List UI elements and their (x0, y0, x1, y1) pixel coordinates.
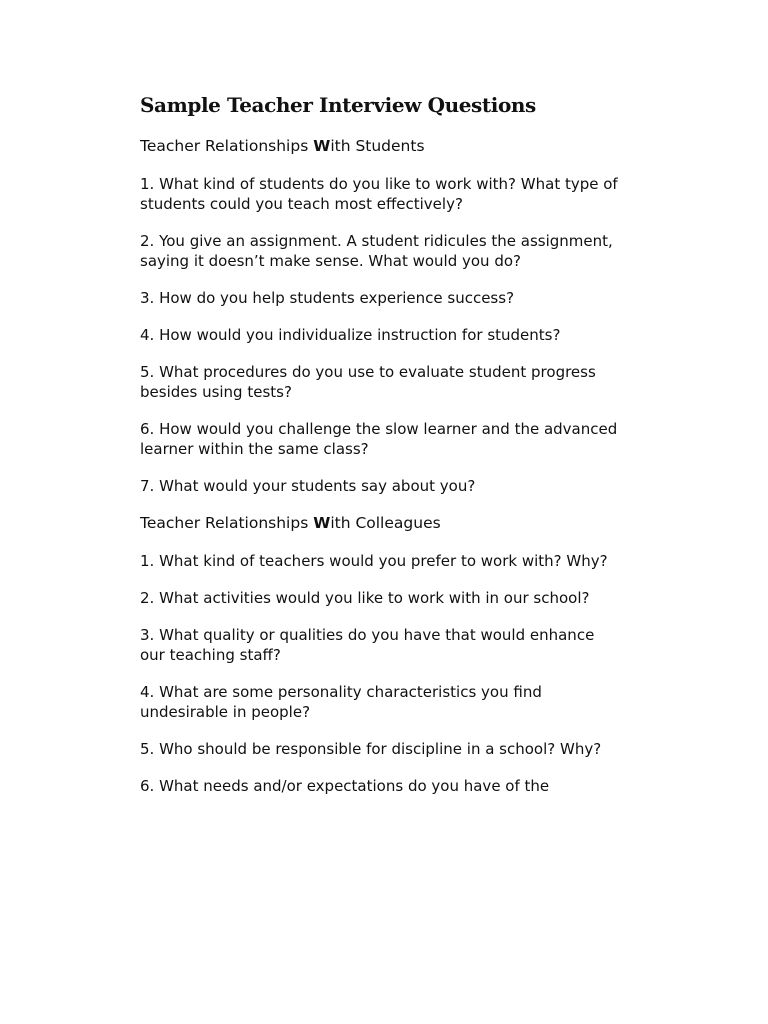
section-heading-students (140, 136, 620, 156)
question-item: 2. You give an assignment. A student ridicules the assignment, saying it doesn’t make sense. What would you do? (140, 232, 613, 270)
heading-bold-letter: W (313, 514, 331, 532)
question-item: 4. How would you individualize instruction for students? (140, 326, 561, 344)
question-item: 1. What kind of teachers would you prefer to work with? Why? (140, 552, 608, 570)
section-heading-colleagues (140, 513, 620, 533)
question-item: 3. How do you help students experience success? (140, 289, 515, 307)
question-item: 5. What procedures do you use to evaluate student progress besides using tests? (140, 363, 596, 401)
heading-bold-letter: W (313, 137, 331, 155)
question-item: 2. What activities would you like to work with in our school? (140, 589, 590, 607)
question-item: 6. What needs and/or expectations do you have of the (140, 777, 550, 795)
question-item: 6. How would you challenge the slow learner and the advanced learner within the same class? (140, 420, 618, 458)
heading-text: Teacher Relationships (140, 137, 314, 155)
section-colleagues (140, 513, 620, 796)
document-body (140, 136, 620, 796)
question-item: 1. What kind of students do you like to work with? What type of students could you teach most effectively? (140, 175, 618, 213)
question-item: 4. What are some personality characteristics you find undesirable in people? (140, 683, 542, 721)
question-list-students (140, 174, 620, 496)
question-list-colleagues (140, 551, 620, 796)
question-item: 7. What would your students say about you? (140, 477, 476, 495)
question-item: 5. Who should be responsible for discipline in a school? Why? (140, 740, 602, 758)
question-item: 3. What quality or qualities do you have that would enhance our teaching staff? (140, 626, 595, 664)
heading-text: ith Students (330, 137, 425, 155)
document-title: Sample Teacher Interview Questions (140, 93, 536, 117)
heading-text: ith Colleagues (330, 514, 441, 532)
section-students (140, 136, 620, 496)
heading-text: Teacher Relationships (140, 514, 314, 532)
